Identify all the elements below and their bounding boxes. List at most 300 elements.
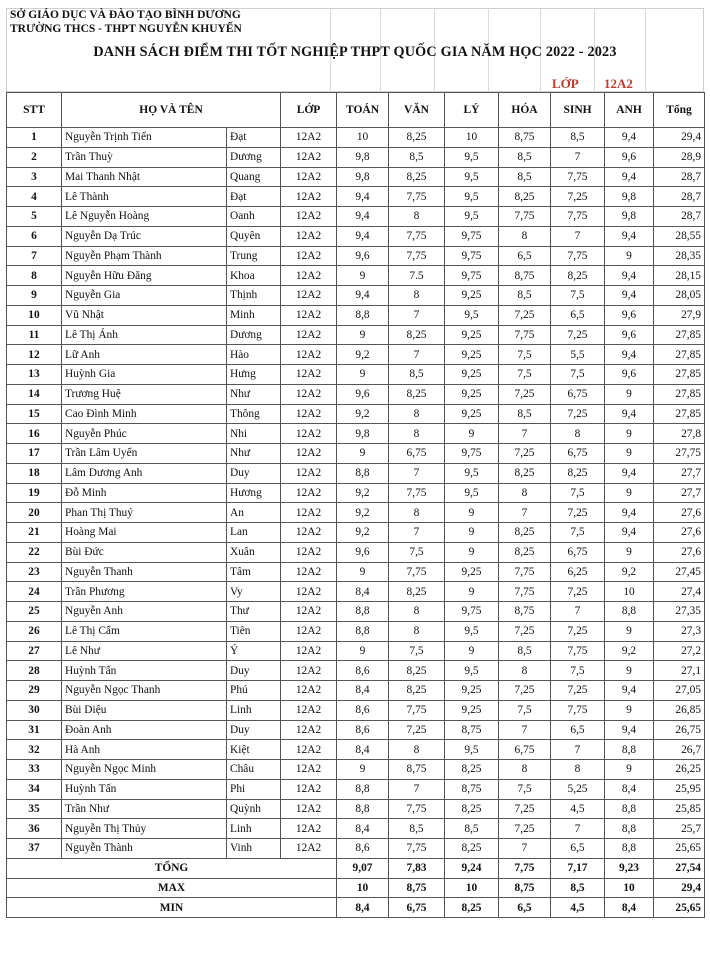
row-physics: 9,75 bbox=[445, 444, 499, 464]
row-given-name: Tiên bbox=[227, 621, 281, 641]
row-math: 9 bbox=[337, 760, 389, 780]
row-given-name: Lan bbox=[227, 523, 281, 543]
row-biology: 7,25 bbox=[551, 404, 605, 424]
row-chemistry: 7,5 bbox=[499, 365, 551, 385]
row-biology: 8,25 bbox=[551, 463, 605, 483]
row-english: 9 bbox=[605, 424, 654, 444]
row-physics: 9,25 bbox=[445, 700, 499, 720]
row-math: 9 bbox=[337, 562, 389, 582]
row-stt: 14 bbox=[7, 384, 62, 404]
table-row bbox=[7, 226, 705, 246]
row-english: 9 bbox=[605, 760, 654, 780]
row-class: 12A2 bbox=[281, 700, 337, 720]
row-literature: 7,5 bbox=[389, 641, 445, 661]
row-stt: 3 bbox=[7, 167, 62, 187]
row-math: 8,8 bbox=[337, 463, 389, 483]
header-chemistry: HÓA bbox=[499, 93, 551, 128]
row-surname: Nguyễn Thành bbox=[62, 839, 227, 859]
row-chemistry: 8,25 bbox=[499, 523, 551, 543]
row-biology: 6,5 bbox=[551, 839, 605, 859]
table-row bbox=[7, 720, 705, 740]
row-biology: 7,25 bbox=[551, 325, 605, 345]
row-math: 9 bbox=[337, 325, 389, 345]
row-given-name: Ý bbox=[227, 641, 281, 661]
row-english: 9,4 bbox=[605, 167, 654, 187]
row-stt: 33 bbox=[7, 760, 62, 780]
row-biology: 6,5 bbox=[551, 720, 605, 740]
department-name: SỞ GIÁO DỤC VÀ ĐÀO TẠO BÌNH DƯƠNG bbox=[10, 9, 241, 21]
row-total: 27,4 bbox=[654, 582, 705, 602]
row-class: 12A2 bbox=[281, 128, 337, 148]
row-physics: 9,5 bbox=[445, 305, 499, 325]
table-row bbox=[7, 207, 705, 227]
row-english: 9 bbox=[605, 700, 654, 720]
row-physics: 9,25 bbox=[445, 404, 499, 424]
row-english: 9,4 bbox=[605, 286, 654, 306]
row-english: 9 bbox=[605, 384, 654, 404]
row-class: 12A2 bbox=[281, 187, 337, 207]
row-total: 27,35 bbox=[654, 602, 705, 622]
row-chemistry: 8 bbox=[499, 760, 551, 780]
row-total: 26,25 bbox=[654, 760, 705, 780]
row-stt: 8 bbox=[7, 266, 62, 286]
row-total: 27,2 bbox=[654, 641, 705, 661]
row-class: 12A2 bbox=[281, 602, 337, 622]
row-chemistry: 8,5 bbox=[499, 167, 551, 187]
summary-value: 10 bbox=[445, 878, 499, 898]
row-english: 9,4 bbox=[605, 503, 654, 523]
row-surname: Nguyễn Trịnh Tiến bbox=[62, 128, 227, 148]
row-math: 9,4 bbox=[337, 187, 389, 207]
row-physics: 9 bbox=[445, 523, 499, 543]
row-physics: 9,25 bbox=[445, 286, 499, 306]
row-math: 9,2 bbox=[337, 483, 389, 503]
row-class: 12A2 bbox=[281, 365, 337, 385]
row-english: 9,8 bbox=[605, 187, 654, 207]
row-stt: 23 bbox=[7, 562, 62, 582]
row-physics: 9,5 bbox=[445, 661, 499, 681]
row-math: 10 bbox=[337, 128, 389, 148]
row-given-name: Linh bbox=[227, 819, 281, 839]
row-chemistry: 8 bbox=[499, 483, 551, 503]
row-english: 9,4 bbox=[605, 266, 654, 286]
row-literature: 7,25 bbox=[389, 720, 445, 740]
row-stt: 9 bbox=[7, 286, 62, 306]
row-class: 12A2 bbox=[281, 760, 337, 780]
table-row bbox=[7, 187, 705, 207]
summary-value: 8,4 bbox=[605, 898, 654, 918]
row-biology: 7,75 bbox=[551, 246, 605, 266]
row-surname: Lữ Anh bbox=[62, 345, 227, 365]
row-class: 12A2 bbox=[281, 463, 337, 483]
row-surname: Nguyễn Thanh bbox=[62, 562, 227, 582]
row-math: 9,4 bbox=[337, 286, 389, 306]
row-math: 8,8 bbox=[337, 602, 389, 622]
row-surname: Nguyễn Phúc bbox=[62, 424, 227, 444]
row-chemistry: 7,25 bbox=[499, 621, 551, 641]
row-class: 12A2 bbox=[281, 641, 337, 661]
row-given-name: Dương bbox=[227, 147, 281, 167]
row-chemistry: 7 bbox=[499, 503, 551, 523]
row-english: 9 bbox=[605, 483, 654, 503]
table-row bbox=[7, 286, 705, 306]
row-total: 27,85 bbox=[654, 365, 705, 385]
row-physics: 9,75 bbox=[445, 602, 499, 622]
row-stt: 10 bbox=[7, 305, 62, 325]
row-biology: 7,5 bbox=[551, 661, 605, 681]
row-given-name: Đạt bbox=[227, 128, 281, 148]
row-literature: 7,75 bbox=[389, 700, 445, 720]
row-literature: 7,75 bbox=[389, 246, 445, 266]
row-class: 12A2 bbox=[281, 444, 337, 464]
row-class: 12A2 bbox=[281, 384, 337, 404]
row-literature: 8,25 bbox=[389, 661, 445, 681]
row-english: 9,4 bbox=[605, 463, 654, 483]
row-stt: 24 bbox=[7, 582, 62, 602]
row-biology: 4,5 bbox=[551, 799, 605, 819]
row-biology: 7,25 bbox=[551, 681, 605, 701]
row-total: 29,4 bbox=[654, 128, 705, 148]
table-row bbox=[7, 325, 705, 345]
row-physics: 9 bbox=[445, 582, 499, 602]
row-total: 27,75 bbox=[654, 444, 705, 464]
row-stt: 5 bbox=[7, 207, 62, 227]
row-literature: 8 bbox=[389, 602, 445, 622]
row-physics: 9,75 bbox=[445, 226, 499, 246]
row-math: 8,8 bbox=[337, 305, 389, 325]
row-english: 9,6 bbox=[605, 365, 654, 385]
row-total: 25,7 bbox=[654, 819, 705, 839]
row-stt: 22 bbox=[7, 542, 62, 562]
row-given-name: Khoa bbox=[227, 266, 281, 286]
header-literature: VĂN bbox=[389, 93, 445, 128]
table-row bbox=[7, 602, 705, 622]
row-stt: 4 bbox=[7, 187, 62, 207]
row-literature: 8,25 bbox=[389, 325, 445, 345]
row-surname: Trần Lâm Uyển bbox=[62, 444, 227, 464]
row-chemistry: 7,25 bbox=[499, 799, 551, 819]
row-physics: 10 bbox=[445, 128, 499, 148]
row-given-name: Oanh bbox=[227, 207, 281, 227]
row-stt: 2 bbox=[7, 147, 62, 167]
summary-value: 27,54 bbox=[654, 858, 705, 878]
row-total: 27,8 bbox=[654, 424, 705, 444]
row-given-name: Tâm bbox=[227, 562, 281, 582]
row-math: 8,8 bbox=[337, 621, 389, 641]
row-total: 27,7 bbox=[654, 483, 705, 503]
row-physics: 9,75 bbox=[445, 246, 499, 266]
row-stt: 34 bbox=[7, 779, 62, 799]
row-class: 12A2 bbox=[281, 523, 337, 543]
row-surname: Đỗ Minh bbox=[62, 483, 227, 503]
summary-value: 25,65 bbox=[654, 898, 705, 918]
row-given-name: Dương bbox=[227, 325, 281, 345]
row-total: 27,9 bbox=[654, 305, 705, 325]
row-biology: 7,5 bbox=[551, 523, 605, 543]
row-given-name: Thịnh bbox=[227, 286, 281, 306]
row-class: 12A2 bbox=[281, 147, 337, 167]
row-biology: 7 bbox=[551, 819, 605, 839]
row-total: 27,85 bbox=[654, 384, 705, 404]
row-total: 27,6 bbox=[654, 542, 705, 562]
row-math: 8,4 bbox=[337, 740, 389, 760]
row-stt: 28 bbox=[7, 661, 62, 681]
summary-value: 7,83 bbox=[389, 858, 445, 878]
row-given-name: Châu bbox=[227, 760, 281, 780]
row-given-name: Hưng bbox=[227, 365, 281, 385]
row-surname: Mai Thanh Nhật bbox=[62, 167, 227, 187]
row-math: 9,8 bbox=[337, 147, 389, 167]
row-math: 9,6 bbox=[337, 384, 389, 404]
row-given-name: Nhi bbox=[227, 424, 281, 444]
row-biology: 7 bbox=[551, 602, 605, 622]
row-biology: 7,25 bbox=[551, 582, 605, 602]
summary-value: 7,17 bbox=[551, 858, 605, 878]
row-given-name: Duy bbox=[227, 720, 281, 740]
row-surname: Huỳnh Tấn bbox=[62, 779, 227, 799]
row-chemistry: 7,75 bbox=[499, 562, 551, 582]
row-surname: Trần Thuỳ bbox=[62, 147, 227, 167]
row-english: 9,6 bbox=[605, 305, 654, 325]
summary-label: MAX bbox=[7, 878, 337, 898]
table-row bbox=[7, 562, 705, 582]
table-row bbox=[7, 542, 705, 562]
row-given-name: An bbox=[227, 503, 281, 523]
row-surname: Nguyễn Hữu Đăng bbox=[62, 266, 227, 286]
row-class: 12A2 bbox=[281, 681, 337, 701]
row-biology: 6,75 bbox=[551, 542, 605, 562]
row-stt: 20 bbox=[7, 503, 62, 523]
row-stt: 1 bbox=[7, 128, 62, 148]
row-given-name: Quyên bbox=[227, 226, 281, 246]
row-chemistry: 8,25 bbox=[499, 542, 551, 562]
row-given-name: Duy bbox=[227, 463, 281, 483]
row-chemistry: 7,25 bbox=[499, 681, 551, 701]
row-given-name: Hương bbox=[227, 483, 281, 503]
table-row bbox=[7, 641, 705, 661]
row-total: 28,9 bbox=[654, 147, 705, 167]
row-biology: 6,75 bbox=[551, 384, 605, 404]
table-row bbox=[7, 523, 705, 543]
row-literature: 8,75 bbox=[389, 760, 445, 780]
row-literature: 7 bbox=[389, 463, 445, 483]
row-surname: Lê Nguyễn Hoàng bbox=[62, 207, 227, 227]
summary-value: 29,4 bbox=[654, 878, 705, 898]
row-math: 9,6 bbox=[337, 542, 389, 562]
table-row bbox=[7, 839, 705, 859]
table-row bbox=[7, 483, 705, 503]
row-literature: 8 bbox=[389, 740, 445, 760]
row-physics: 9,5 bbox=[445, 463, 499, 483]
row-math: 9 bbox=[337, 266, 389, 286]
row-class: 12A2 bbox=[281, 621, 337, 641]
row-literature: 8 bbox=[389, 621, 445, 641]
row-english: 9,2 bbox=[605, 641, 654, 661]
row-english: 9 bbox=[605, 661, 654, 681]
row-chemistry: 7 bbox=[499, 424, 551, 444]
row-chemistry: 7 bbox=[499, 839, 551, 859]
row-physics: 9 bbox=[445, 542, 499, 562]
table-row bbox=[7, 345, 705, 365]
row-chemistry: 7,5 bbox=[499, 345, 551, 365]
row-physics: 8,5 bbox=[445, 819, 499, 839]
row-surname: Trần Như bbox=[62, 799, 227, 819]
row-total: 25,85 bbox=[654, 799, 705, 819]
row-biology: 6,5 bbox=[551, 305, 605, 325]
row-total: 28,7 bbox=[654, 207, 705, 227]
row-literature: 7,75 bbox=[389, 226, 445, 246]
row-given-name: Trung bbox=[227, 246, 281, 266]
row-chemistry: 8 bbox=[499, 661, 551, 681]
row-physics: 9,25 bbox=[445, 325, 499, 345]
row-physics: 9,5 bbox=[445, 621, 499, 641]
header-math: TOÁN bbox=[337, 93, 389, 128]
row-given-name: Phú bbox=[227, 681, 281, 701]
row-chemistry: 7,25 bbox=[499, 305, 551, 325]
row-class: 12A2 bbox=[281, 286, 337, 306]
header-english: ANH bbox=[605, 93, 654, 128]
row-english: 9 bbox=[605, 542, 654, 562]
row-chemistry: 8,5 bbox=[499, 641, 551, 661]
row-class: 12A2 bbox=[281, 799, 337, 819]
row-surname: Lê Như bbox=[62, 641, 227, 661]
row-chemistry: 7 bbox=[499, 720, 551, 740]
row-english: 8,8 bbox=[605, 839, 654, 859]
row-stt: 18 bbox=[7, 463, 62, 483]
row-chemistry: 8,5 bbox=[499, 404, 551, 424]
row-physics: 9,25 bbox=[445, 562, 499, 582]
row-math: 9,4 bbox=[337, 207, 389, 227]
row-english: 9,4 bbox=[605, 720, 654, 740]
row-chemistry: 6,5 bbox=[499, 246, 551, 266]
row-given-name: Thư bbox=[227, 602, 281, 622]
row-total: 26,75 bbox=[654, 720, 705, 740]
table-row bbox=[7, 700, 705, 720]
row-stt: 37 bbox=[7, 839, 62, 859]
row-literature: 8 bbox=[389, 503, 445, 523]
row-literature: 8,5 bbox=[389, 147, 445, 167]
row-math: 9,8 bbox=[337, 424, 389, 444]
table-row bbox=[7, 246, 705, 266]
row-class: 12A2 bbox=[281, 779, 337, 799]
row-chemistry: 8,25 bbox=[499, 463, 551, 483]
row-biology: 7,5 bbox=[551, 286, 605, 306]
row-total: 27,6 bbox=[654, 523, 705, 543]
row-biology: 5,5 bbox=[551, 345, 605, 365]
summary-row bbox=[7, 878, 705, 898]
row-stt: 31 bbox=[7, 720, 62, 740]
row-literature: 7 bbox=[389, 305, 445, 325]
row-english: 8,8 bbox=[605, 819, 654, 839]
row-english: 9 bbox=[605, 444, 654, 464]
row-math: 9,2 bbox=[337, 404, 389, 424]
row-given-name: Xuân bbox=[227, 542, 281, 562]
row-math: 8,4 bbox=[337, 582, 389, 602]
row-total: 26,7 bbox=[654, 740, 705, 760]
row-physics: 8,75 bbox=[445, 720, 499, 740]
row-math: 8,4 bbox=[337, 819, 389, 839]
summary-label: MIN bbox=[7, 898, 337, 918]
row-total: 28,35 bbox=[654, 246, 705, 266]
row-physics: 9,5 bbox=[445, 740, 499, 760]
row-class: 12A2 bbox=[281, 819, 337, 839]
row-stt: 12 bbox=[7, 345, 62, 365]
row-biology: 7,5 bbox=[551, 365, 605, 385]
row-math: 9,2 bbox=[337, 503, 389, 523]
row-english: 8,8 bbox=[605, 740, 654, 760]
row-surname: Bùi Đức bbox=[62, 542, 227, 562]
row-class: 12A2 bbox=[281, 661, 337, 681]
table-row bbox=[7, 266, 705, 286]
summary-value: 8,25 bbox=[445, 898, 499, 918]
row-surname: Nguyễn Thị Thủy bbox=[62, 819, 227, 839]
row-total: 27,45 bbox=[654, 562, 705, 582]
row-literature: 8,25 bbox=[389, 384, 445, 404]
row-biology: 6,75 bbox=[551, 444, 605, 464]
summary-row bbox=[7, 898, 705, 918]
row-surname: Nguyễn Ngọc Thanh bbox=[62, 681, 227, 701]
row-total: 27,7 bbox=[654, 463, 705, 483]
row-total: 28,55 bbox=[654, 226, 705, 246]
row-chemistry: 7,25 bbox=[499, 819, 551, 839]
row-chemistry: 8,5 bbox=[499, 286, 551, 306]
row-physics: 8,75 bbox=[445, 779, 499, 799]
table-row bbox=[7, 661, 705, 681]
row-total: 25,65 bbox=[654, 839, 705, 859]
summary-value: 4,5 bbox=[551, 898, 605, 918]
row-class: 12A2 bbox=[281, 740, 337, 760]
summary-value: 7,75 bbox=[499, 858, 551, 878]
row-chemistry: 7,75 bbox=[499, 325, 551, 345]
table-row bbox=[7, 305, 705, 325]
row-chemistry: 8,75 bbox=[499, 128, 551, 148]
row-stt: 13 bbox=[7, 365, 62, 385]
row-literature: 7 bbox=[389, 779, 445, 799]
row-literature: 7,75 bbox=[389, 799, 445, 819]
row-given-name: Phi bbox=[227, 779, 281, 799]
row-total: 27,85 bbox=[654, 345, 705, 365]
row-surname: Huỳnh Tấn bbox=[62, 661, 227, 681]
row-given-name: Hào bbox=[227, 345, 281, 365]
row-chemistry: 8,75 bbox=[499, 602, 551, 622]
row-biology: 8 bbox=[551, 424, 605, 444]
row-given-name: Linh bbox=[227, 700, 281, 720]
row-literature: 7.5 bbox=[389, 266, 445, 286]
row-physics: 9,75 bbox=[445, 266, 499, 286]
row-literature: 7,75 bbox=[389, 562, 445, 582]
row-physics: 9,5 bbox=[445, 167, 499, 187]
row-math: 9,2 bbox=[337, 345, 389, 365]
table-row bbox=[7, 365, 705, 385]
table-row bbox=[7, 779, 705, 799]
row-class: 12A2 bbox=[281, 266, 337, 286]
row-given-name: Duy bbox=[227, 661, 281, 681]
header-stt: STT bbox=[7, 93, 62, 128]
row-math: 9,8 bbox=[337, 167, 389, 187]
row-given-name: Vy bbox=[227, 582, 281, 602]
table-row bbox=[7, 621, 705, 641]
school-name: TRƯỜNG THCS - THPT NGUYỄN KHUYẾN bbox=[10, 23, 242, 35]
row-physics: 9,5 bbox=[445, 207, 499, 227]
row-chemistry: 7,75 bbox=[499, 582, 551, 602]
row-surname: Bùi Diệu bbox=[62, 700, 227, 720]
row-surname: Trương Huệ bbox=[62, 384, 227, 404]
row-literature: 7 bbox=[389, 523, 445, 543]
row-physics: 8,25 bbox=[445, 839, 499, 859]
row-chemistry: 8,75 bbox=[499, 266, 551, 286]
row-physics: 9,25 bbox=[445, 345, 499, 365]
row-english: 9,6 bbox=[605, 147, 654, 167]
